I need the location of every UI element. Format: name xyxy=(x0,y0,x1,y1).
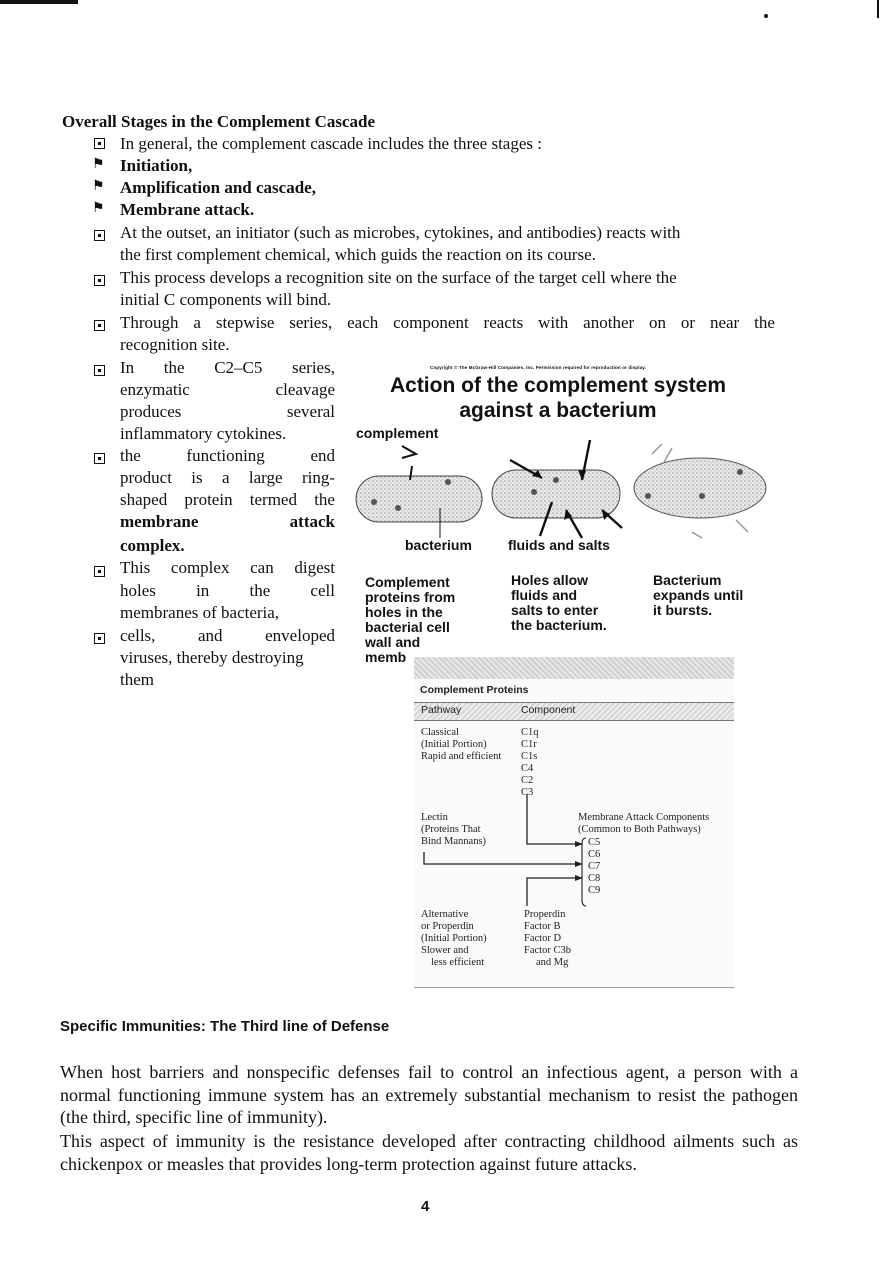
cell: Factor B xyxy=(524,921,561,932)
word: membrane xyxy=(120,512,199,531)
cell: Factor C3b xyxy=(524,945,571,956)
cell: C7 xyxy=(588,861,601,872)
word: in xyxy=(196,581,210,600)
word: the xyxy=(120,446,141,465)
pin-icon: ⚑ xyxy=(92,201,105,216)
word: the xyxy=(163,358,185,377)
word: is xyxy=(191,468,203,487)
bullet-box-icon xyxy=(94,320,105,331)
stage-item: Initiation, xyxy=(120,156,193,175)
cell: (Initial Portion) xyxy=(421,739,487,750)
cell: Properdin xyxy=(524,909,566,920)
word: stepwise xyxy=(215,313,275,332)
table-header-band xyxy=(414,657,734,679)
label-complement: complement xyxy=(356,425,439,441)
word: large xyxy=(248,468,283,487)
column-line xyxy=(120,467,335,489)
cell: C6 xyxy=(588,849,601,860)
caption-line: salts to enter xyxy=(511,602,599,618)
word: near xyxy=(709,313,740,332)
cell: (Proteins That xyxy=(421,824,481,835)
cell: C1r xyxy=(521,739,537,750)
word: cells, xyxy=(120,626,156,645)
word: several xyxy=(286,402,335,421)
cell: Bind Mannans) xyxy=(421,836,487,847)
pin-icon: ⚑ xyxy=(92,157,105,172)
caption-line: the bacterium. xyxy=(511,617,607,633)
word: functioning xyxy=(186,446,265,465)
cell: C9 xyxy=(588,885,601,896)
word: ring- xyxy=(301,468,335,487)
bullet-box-icon xyxy=(94,138,105,149)
caption-line: it bursts. xyxy=(653,602,713,618)
caption-line: bacterial cell xyxy=(365,619,450,635)
bullet-box-icon xyxy=(94,365,105,376)
column-line: them xyxy=(120,670,154,689)
cell: (Common to Both Pathways) xyxy=(578,824,701,835)
cell: (Initial Portion) xyxy=(421,933,487,944)
word: component xyxy=(393,313,469,332)
column-line xyxy=(120,445,335,467)
word: enzymatic xyxy=(120,380,190,399)
caption-line: expands until xyxy=(653,587,744,603)
intro-text: In general, the complement cascade includes the three stages : xyxy=(120,134,542,153)
word: another xyxy=(583,313,635,332)
column-line xyxy=(120,489,335,511)
body-line: This process develops a recognition site on the surface of the target cell where the xyxy=(120,268,677,287)
word: protein xyxy=(184,490,233,509)
section-heading: Overall Stages in the Complement Cascade xyxy=(62,112,376,131)
stage-item: Amplification and cascade, xyxy=(120,178,316,197)
cell: Classical xyxy=(421,727,459,738)
column-line xyxy=(120,401,335,423)
word: shaped xyxy=(120,490,168,509)
column-header-pathway: Pathway xyxy=(421,704,462,716)
column-line xyxy=(120,625,335,647)
membrane-attack-header xyxy=(578,812,709,836)
figure-copyright: Copyright © The McGraw-Hill Companies, Inc. Permission required for reproduction or display. xyxy=(430,365,646,370)
word: on xyxy=(649,313,667,332)
word: digest xyxy=(294,558,335,577)
cell: C1q xyxy=(521,727,539,738)
column-line: complex. xyxy=(120,536,185,555)
column-line xyxy=(120,557,335,579)
word: attack xyxy=(289,512,335,531)
bullet-box-icon xyxy=(94,275,105,286)
bacterium-3 xyxy=(634,458,766,518)
scan-mark xyxy=(877,0,879,18)
column-header-component: Component xyxy=(521,704,576,716)
figure-title-line2: against a bacterium xyxy=(459,399,657,422)
caption-step-3 xyxy=(653,573,743,618)
bullet-box-icon xyxy=(94,453,105,464)
label-bacterium: bacterium xyxy=(405,537,472,553)
word: a xyxy=(222,468,230,487)
word: with xyxy=(538,313,569,332)
cell: Slower and xyxy=(421,945,469,956)
word: can xyxy=(250,558,274,577)
bullet-box-icon xyxy=(94,566,105,577)
word: produces xyxy=(120,402,182,421)
figure-title-line1: Action of the complement system xyxy=(389,374,727,397)
body-line: the first complement chemical, which guids the reaction on its course. xyxy=(120,245,596,264)
scan-mark xyxy=(0,0,78,4)
word: a xyxy=(193,313,201,332)
column-line xyxy=(120,511,335,533)
cell: C5 xyxy=(588,837,601,848)
alternative-components xyxy=(524,909,571,969)
body-line: At the outset, an initiator (such as microbes, cytokines, and antibodies) reacts with xyxy=(120,223,681,242)
word: the xyxy=(314,490,335,509)
page-number: 4 xyxy=(421,1198,430,1215)
word: or xyxy=(680,313,696,332)
column-line xyxy=(120,580,335,602)
classical-components xyxy=(521,727,539,799)
caption-line: Holes allow xyxy=(511,572,589,588)
word: C2–C5 xyxy=(214,358,263,377)
word: product xyxy=(120,468,172,487)
cell: C1s xyxy=(521,751,538,762)
pin-icon: ⚑ xyxy=(92,179,105,194)
cell: Factor D xyxy=(524,933,562,944)
body-line xyxy=(120,312,775,334)
word: In xyxy=(120,358,135,377)
paragraph-2: This aspect of immunity is the resistance developed after contracting childhood ailments such as chickenpox or measles that provides long-term protection against future attacks. xyxy=(60,1131,798,1174)
caption-line: memb xyxy=(365,649,407,665)
body-line: initial C components will bind. xyxy=(120,290,332,309)
bacterium-illustration xyxy=(352,440,772,540)
word: holes xyxy=(120,581,156,600)
word: Through xyxy=(120,313,179,332)
caption-step-1 xyxy=(365,575,455,665)
column-line: membranes of bacteria, xyxy=(120,603,280,622)
cell: and Mg xyxy=(536,957,569,968)
cell: C3 xyxy=(521,787,534,798)
word: termed xyxy=(249,490,297,509)
word: enveloped xyxy=(265,626,335,645)
paragraph-1: When host barriers and nonspecific defenses fail to control an infectious agent, a person with a normal functioning immune system has an extremely substantial mechanism to resist the pathogen (the third, specific line of immunity). xyxy=(60,1062,798,1128)
specific-immunities-heading: Specific Immunities: The Third line of Defense xyxy=(60,1018,390,1035)
stage-item: Membrane attack. xyxy=(120,200,255,219)
column-line xyxy=(120,379,335,401)
word: series, xyxy=(292,358,335,377)
column-line: inflammatory cytokines. xyxy=(120,424,287,443)
cell: Rapid and efficient xyxy=(421,751,502,762)
word: each xyxy=(347,313,379,332)
word: and xyxy=(198,626,223,645)
caption-line: holes in the xyxy=(365,604,443,620)
caption-line: fluids and xyxy=(511,587,578,603)
cell: C2 xyxy=(521,775,534,786)
word: series, xyxy=(289,313,333,332)
column-line xyxy=(120,357,335,379)
body-line: recognition site. xyxy=(120,335,230,354)
cell: C4 xyxy=(521,763,534,774)
caption-line: Complement xyxy=(365,574,450,590)
cell: C8 xyxy=(588,873,601,884)
word: the xyxy=(754,313,775,332)
pathway-arrows xyxy=(414,790,594,910)
caption-line: proteins from xyxy=(365,589,456,605)
word: This xyxy=(120,558,151,577)
cell: Membrane Attack Components xyxy=(578,812,710,823)
bacterium-1 xyxy=(356,476,482,522)
word: reacts xyxy=(483,313,524,332)
word: cell xyxy=(310,581,335,600)
cell: or Properdin xyxy=(421,921,474,932)
word: cleavage xyxy=(275,380,335,399)
bullet-box-icon xyxy=(94,230,105,241)
cell: Lectin xyxy=(421,812,448,823)
bullet-box-icon xyxy=(94,633,105,644)
caption-step-2 xyxy=(511,573,607,633)
column-line: viruses, thereby destroying xyxy=(120,648,304,667)
pathway-alternative xyxy=(421,909,487,969)
word: complex xyxy=(170,558,230,577)
table-title: Complement Proteins xyxy=(420,684,529,696)
scan-mark xyxy=(764,14,768,18)
pathway-classical xyxy=(421,727,501,763)
caption-line: wall and xyxy=(365,634,421,650)
cell: less efficient xyxy=(431,957,485,968)
word: the xyxy=(249,581,271,600)
label-fluids-and-salts: fluids and salts xyxy=(508,537,610,553)
word: end xyxy=(310,446,335,465)
cell: Alternative xyxy=(421,909,469,920)
caption-line: Bacterium xyxy=(653,572,722,588)
